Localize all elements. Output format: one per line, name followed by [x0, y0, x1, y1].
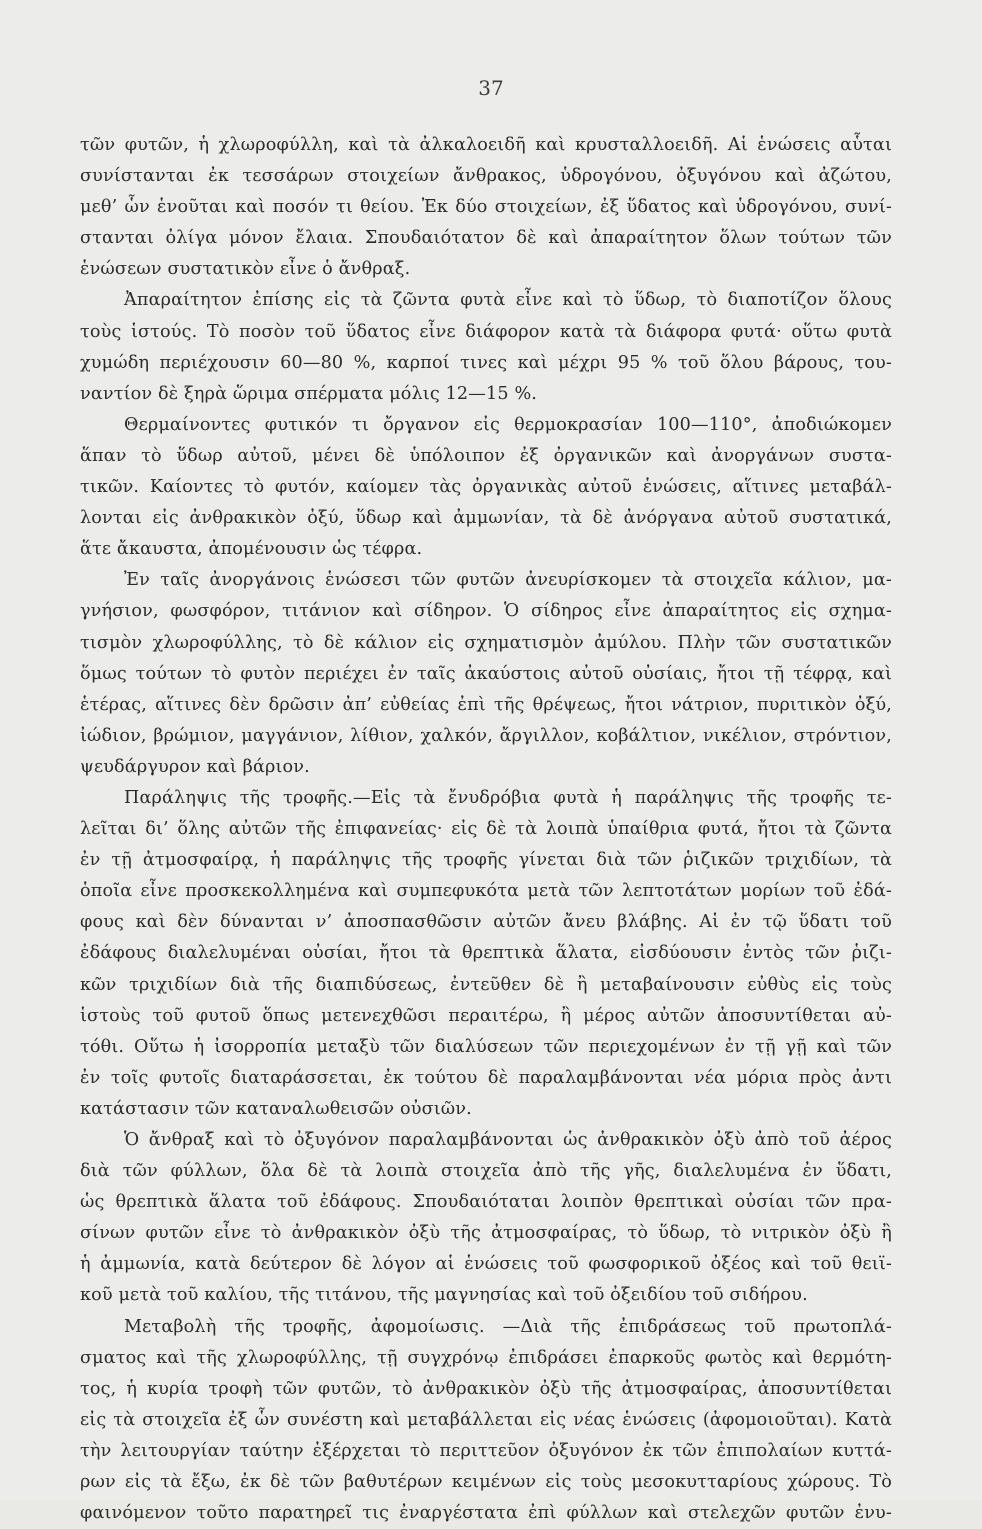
text-line: λεῖται δι’ ὅλης αὐτῶν τῆς ἐπιφανείας· εἰς δὲ τὰ λοιπὰ ὑπαίθρια φυτά, ἤτοι τὰ ζῶντα: [80, 819, 892, 840]
text-line: τος, ἡ κυρία τροφὴ τῶν φυτῶν, τὸ ἀνθρακικὸν ὀξὺ τῆς ἀτμοσφαίρας, ἀποσυντίθεται: [80, 1378, 892, 1399]
text-line: στανται ὀλίγα μόνον ἔλαια. Σπουδαιότατον δὲ καὶ ἀπαραίτητον ὅλων τούτων τῶν: [80, 228, 892, 249]
text-line: διὰ τῶν φύλλων, ὅλα δὲ τὰ λοιπὰ στοιχεῖα ἀπὸ τῆς γῆς, διαλελυμένα ἐν ὕδατι,: [80, 1161, 892, 1182]
text-line: ναντίον δὲ ξηρὰ ὥριμα σπέρματα μόλις 12—15 %.: [80, 383, 538, 404]
text-line: σματος καὶ τῆς χλωροφύλλης, τῇ συγχρόνῳ ἐπιδράσει ἐπαρκοῦς φωτὸς καὶ θερμότη-: [80, 1347, 892, 1368]
text-line: ἐν τοῖς φυτοῖς διαταράσσεται, ἐκ τούτου δὲ παραλαμβάνονται νέα μόρια πρὸς ἀντι: [80, 1067, 892, 1088]
text-line: σίνων φυτῶν εἶνε τὸ ἀνθρακικὸν ὀξὺ τῆς ἀτμοσφαίρας, τὸ ὕδωρ, τὸ νιτρικὸν ὀξὺ ἢ: [80, 1223, 892, 1244]
text-line: τῶν φυτῶν, ἡ χλωροφύλλη, καὶ τὰ ἀλκαλοειδῆ καὶ κρυσταλλοειδῆ. Αἱ ἑνώσεις αὗται: [80, 135, 892, 155]
text-line: εἰς τὰ στοιχεῖα ἐξ ὧν συνέστη καὶ μεταβάλλεται εἰς νέας ἑνώσεις (ἀφομοιοῦται). Κατὰ: [80, 1409, 892, 1430]
text-line: τισμὸν χλωροφύλλης, τὸ δὲ κάλιον εἰς σχηματισμὸν ἀμύλου. Πλὴν τῶν συστατικῶν: [80, 632, 892, 653]
text-line: τοὺς ἱστούς. Τὸ ποσὸν τοῦ ὕδατος εἶνε διάφορον κατὰ τὰ διάφορα φυτά· οὕτω φυτὰ: [80, 321, 892, 342]
text-line: γνήσιον, φωσφόρον, τιτάνιον καὶ σίδηρον. Ὁ σίδηρος εἶνε ἀπαραίτητος εἰς σχημα-: [80, 601, 892, 622]
text-line: φαινόμενον τοῦτο παρατηρεῖ τις ἐναργέστατα ἐπὶ φύλλων καὶ στελεχῶν φυτῶν ἐνυ-: [80, 1503, 892, 1524]
text-line: λονται εἰς ἀνθρακικὸν ὀξύ, ὕδωρ καὶ ἀμμωνίαν, τὰ δὲ ἀνόργανα αὐτοῦ συστατικά,: [80, 508, 892, 529]
text-line: τὴν λειτουργίαν ταύτην ἐξέρχεται τὸ περιττεῦον ὀξυγόνον ἐκ τῶν ἐπιπολαίων κυττά-: [80, 1440, 892, 1461]
text-line: τόθι. Οὕτω ἡ ἰσορροπία μεταξὺ τῶν διαλύσεων τῶν περιεχομένων ἐν τῇ γῇ καὶ τῶν: [80, 1036, 892, 1057]
text-line: ψευδάργυρον καὶ βάριον.: [80, 756, 310, 777]
text-line: τικῶν. Καίοντες τὸ φυτόν, καίομεν τὰς ὀργανικὰς αὐτοῦ ἑνώσεις, αἵτινες μεταβάλ-: [80, 477, 892, 498]
text-line: ὅμως τούτων τὸ φυτὸν περιέχει ἐν ταῖς ἀκαύστοις αὐτοῦ οὐσίαις, ἤτοι τῇ τέφρᾳ, καὶ: [80, 663, 892, 684]
text-line: συνίστανται ἐκ τεσσάρων στοιχείων ἄνθρακος, ὑδρογόνου, ὀξυγόνου καὶ ἀζώτου,: [80, 166, 892, 187]
text-line: ἅτε ἄκαυστα, ἀπομένουσιν ὡς τέφρα.: [80, 539, 423, 560]
text-line: κῶν τριχιδίων διὰ τῆς διαπιδύσεως, ἐντεῦθεν δὲ ἢ μεταβαίνουσιν εὐθὺς εἰς τοὺς: [80, 974, 892, 995]
text-line: ὡς θρεπτικὰ ἅλατα τοῦ ἐδάφους. Σπουδαιόταται λοιπὸν θρεπτικαὶ οὐσίαι τῶν πρα-: [80, 1192, 892, 1213]
body-text: [80, 130, 892, 1529]
text-line: Μεταβολὴ τῆς τροφῆς, ἀφομοίωσις. —Διὰ τῆς ἐπιδράσεως τοῦ πρωτοπλά-: [124, 1316, 892, 1337]
text-line: κατάστασιν τῶν καταναλωθεισῶν οὐσιῶν.: [80, 1098, 472, 1119]
text-line: κοῦ μετὰ τοῦ καλίου, τῆς τιτάνου, τῆς μαγνησίας καὶ τοῦ ὀξειδίου τοῦ σιδήρου.: [80, 1285, 808, 1306]
text-line: χυμώδη περιέχουσιν 60—80 %, καρποί τινες καὶ μέχρι 95 % τοῦ ὅλου βάρους, του-: [80, 352, 892, 373]
text-line: Ἀπαραίτητον ἐπίσης εἰς τὰ ζῶντα φυτὰ εἶνε καὶ τὸ ὕδωρ, τὸ διαποτίζον ὅλους: [124, 290, 892, 311]
text-line: Ὁ ἄνθραξ καὶ τὸ ὀξυγόνον παραλαμβάνονται ὡς ἀνθρακικὸν ὀξὺ ἀπὸ τοῦ ἀέρος: [124, 1130, 892, 1150]
text-line: ἅπαν τὸ ὕδωρ αὐτοῦ, μένει δὲ ὑπόλοιπον ἐξ ὀργανικῶν καὶ ἀνοργάνων συστα-: [80, 445, 892, 466]
text-line: ἐδάφους διαλελυμέναι οὐσίαι, ἤτοι τὰ θρεπτικὰ ἅλατα, εἰσδύουσιν ἐντὸς τῶν ῥιζι-: [80, 943, 892, 964]
page-number: 37: [478, 76, 504, 100]
text-line: ἑτέρας, αἵτινες δὲν δρῶσιν ἀπ’ εὐθείας ἐπὶ τῆς θρέψεως, ἤτοι νάτριον, πυριτικὸν ὀξύ,: [80, 694, 892, 715]
text-line: ἡ ἀμμωνία, κατὰ δεύτερον δὲ λόγον αἱ ἑνώσεις τοῦ φωσφορικοῦ ὀξέος καὶ τοῦ θειϊ-: [80, 1254, 892, 1275]
text-line: Θερμαίνοντες φυτικόν τι ὄργανον εἰς θερμοκρασίαν 100—110°, ἀποδιώκομεν: [124, 414, 892, 435]
text-line: μεθ’ ὧν ἑνοῦται καὶ ποσόν τι θείου. Ἐκ δύο στοιχείων, ἐξ ὕδατος καὶ ὑδρογόνου, συνί-: [80, 197, 892, 218]
text-line: Ἐν ταῖς ἀνοργάνοις ἑνώσεσι τῶν φυτῶν ἀνευρίσκομεν τὰ στοιχεῖα κάλιον, μα-: [124, 570, 892, 591]
text-line: ἑνώσεων συστατικὸν εἶνε ὁ ἄνθραξ.: [80, 259, 411, 280]
text-line: ἰώδιον, βρώμιον, μαγγάνιον, λίθιον, χαλκόν, ἄργιλλον, κοβάλτιον, νικέλιον, στρόντιον,: [80, 725, 892, 746]
text-line: ἱστοὺς τοῦ φυτοῦ ὅπως μετενεχθῶσι περαιτέρω, ἢ μέρος αὐτῶν ἀποσυντίθεται αὐ-: [80, 1005, 892, 1026]
text-line: ὁποῖα εἶνε προσκεκολλημένα καὶ συμπεφυκότα μετὰ τῶν λεπτοτάτων μορίων τοῦ ἐδά-: [80, 881, 892, 902]
text-line: φους καὶ δὲν δύνανται ν’ ἀποσπασθῶσιν αὐτῶν ἄνευ βλάβης. Αἱ ἐν τῷ ὕδατι τοῦ: [80, 912, 892, 933]
text-line: ἐν τῇ ἀτμοσφαίρᾳ, ἡ παράληψις τῆς τροφῆς γίνεται διὰ τῶν ῥιζικῶν τριχιδίων, τὰ: [80, 850, 892, 871]
text-line: ρων εἰς τὰ ἔξω, ἐκ δὲ τῶν βαθυτέρων κειμένων εἰς τοὺς μεσοκυτταρίους χώρους. Τὸ: [80, 1472, 892, 1493]
text-line: Παράληψις τῆς τροφῆς.—Εἰς τὰ ἔνυδρόβια φυτὰ ἡ παράληψις τῆς τροφῆς τε-: [124, 787, 892, 808]
